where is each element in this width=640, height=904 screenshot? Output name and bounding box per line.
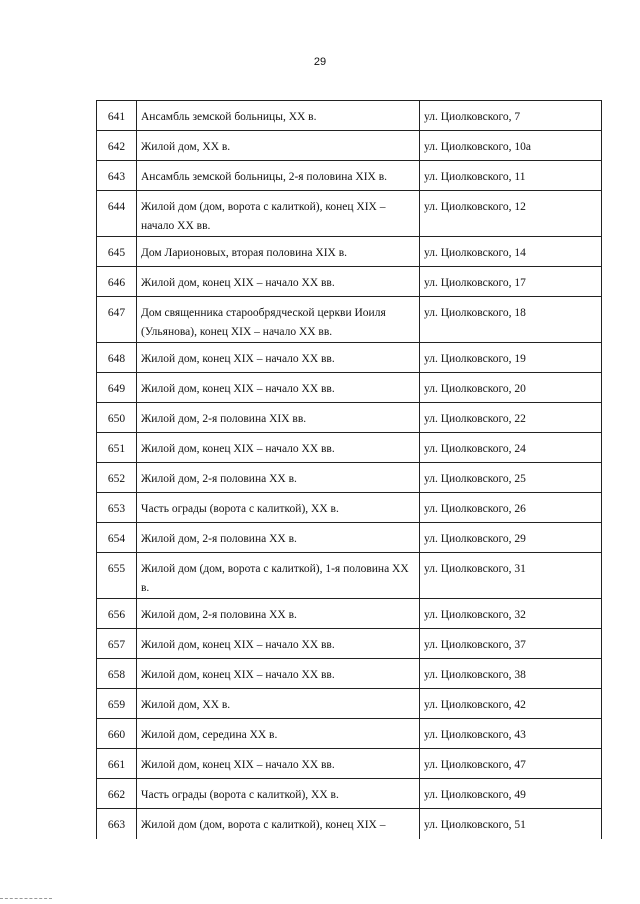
table-row — [97, 719, 602, 749]
table-row — [97, 131, 602, 161]
row-number: 653 — [97, 493, 137, 523]
object-name: Ансамбль земской больницы, XX в. — [137, 101, 420, 131]
row-number: 645 — [97, 237, 137, 267]
object-name: Жилой дом, 2-я половина XX в. — [137, 599, 420, 629]
object-address: ул. Циолковского, 19 — [420, 343, 602, 373]
row-number: 663 — [97, 809, 137, 840]
object-name: Жилой дом, середина XX в. — [137, 719, 420, 749]
table-row — [97, 433, 602, 463]
table-row — [97, 493, 602, 523]
object-name: Жилой дом, конец XIX – начало XX вв. — [137, 373, 420, 403]
object-name: Жилой дом, конец XIX – начало XX вв. — [137, 659, 420, 689]
object-name: Жилой дом, конец XIX – начало XX вв. — [137, 267, 420, 297]
object-name: Жилой дом, 2-я половина XX в. — [137, 463, 420, 493]
row-number: 642 — [97, 131, 137, 161]
object-name: Жилой дом, конец XIX – начало XX вв. — [137, 749, 420, 779]
table-row — [97, 749, 602, 779]
object-address: ул. Циолковского, 25 — [420, 463, 602, 493]
row-number: 641 — [97, 101, 137, 131]
object-address: ул. Циолковского, 29 — [420, 523, 602, 553]
row-number: 658 — [97, 659, 137, 689]
row-number: 649 — [97, 373, 137, 403]
row-number: 656 — [97, 599, 137, 629]
object-name: Жилой дом (дом, ворота с калиткой), конец XIX – — [137, 809, 420, 840]
object-name: Жилой дом (дом, ворота с калиткой), 1-я половина XX в. — [137, 553, 420, 599]
row-number: 657 — [97, 629, 137, 659]
object-address: ул. Циолковского, 43 — [420, 719, 602, 749]
table-row — [97, 101, 602, 131]
row-number: 662 — [97, 779, 137, 809]
table-row — [97, 523, 602, 553]
object-address: ул. Циолковского, 51 — [420, 809, 602, 840]
table-row — [97, 599, 602, 629]
page-number: 29 — [313, 56, 327, 68]
object-name: Жилой дом, конец XIX – начало XX вв. — [137, 343, 420, 373]
object-name: Жилой дом, 2-я половина XIX вв. — [137, 403, 420, 433]
row-number: 655 — [97, 553, 137, 599]
table-row — [97, 553, 602, 599]
object-address: ул. Циолковского, 31 — [420, 553, 602, 599]
object-name: Дом Ларионовых, вторая половина XIX в. — [137, 237, 420, 267]
object-address: ул. Циолковского, 14 — [420, 237, 602, 267]
row-number: 652 — [97, 463, 137, 493]
object-address: ул. Циолковского, 17 — [420, 267, 602, 297]
object-name: Жилой дом, XX в. — [137, 131, 420, 161]
object-name: Ансамбль земской больницы, 2-я половина XIX в. — [137, 161, 420, 191]
row-number: 660 — [97, 719, 137, 749]
table-row — [97, 779, 602, 809]
object-name: Жилой дом, 2-я половина XX в. — [137, 523, 420, 553]
heritage-objects-table — [96, 100, 602, 839]
table-row — [97, 689, 602, 719]
object-address: ул. Циолковского, 47 — [420, 749, 602, 779]
table-row — [97, 373, 602, 403]
table-row — [97, 629, 602, 659]
object-address: ул. Циолковского, 20 — [420, 373, 602, 403]
row-number: 659 — [97, 689, 137, 719]
row-number: 654 — [97, 523, 137, 553]
object-address: ул. Циолковского, 37 — [420, 629, 602, 659]
object-address: ул. Циолковского, 42 — [420, 689, 602, 719]
object-name: Часть ограды (ворота с калиткой), XX в. — [137, 493, 420, 523]
table-row — [97, 191, 602, 237]
table-row — [97, 161, 602, 191]
object-address: ул. Циолковского, 12 — [420, 191, 602, 237]
table-row — [97, 267, 602, 297]
object-address: ул. Циолковского, 38 — [420, 659, 602, 689]
table-row — [97, 463, 602, 493]
table-row — [97, 297, 602, 343]
object-address: ул. Циолковского, 10а — [420, 131, 602, 161]
object-name: Дом священника старообрядческой церкви Иоиля (Ульянова), конец XIX – начало XX вв. — [137, 297, 420, 343]
row-number: 646 — [97, 267, 137, 297]
row-number: 644 — [97, 191, 137, 237]
row-number: 651 — [97, 433, 137, 463]
object-address: ул. Циолковского, 32 — [420, 599, 602, 629]
row-number: 650 — [97, 403, 137, 433]
object-name: Жилой дом (дом, ворота с калиткой), конец XIX – начало XX вв. — [137, 191, 420, 237]
table-row — [97, 403, 602, 433]
object-name: Жилой дом, конец XIX – начало XX вв. — [137, 629, 420, 659]
object-address: ул. Циолковского, 7 — [420, 101, 602, 131]
object-name: Жилой дом, XX в. — [137, 689, 420, 719]
object-address: ул. Циолковского, 18 — [420, 297, 602, 343]
object-address: ул. Циолковского, 11 — [420, 161, 602, 191]
object-name: Жилой дом, конец XIX – начало XX вв. — [137, 433, 420, 463]
object-address: ул. Циолковского, 22 — [420, 403, 602, 433]
object-name: Часть ограды (ворота с калиткой), XX в. — [137, 779, 420, 809]
row-number: 643 — [97, 161, 137, 191]
row-number: 647 — [97, 297, 137, 343]
row-number: 648 — [97, 343, 137, 373]
table-row — [97, 237, 602, 267]
object-address: ул. Циолковского, 26 — [420, 493, 602, 523]
table-row — [97, 343, 602, 373]
table-row — [97, 659, 602, 689]
row-number: 661 — [97, 749, 137, 779]
scan-edge-mark — [0, 898, 52, 900]
table-row — [97, 809, 602, 840]
object-address: ул. Циолковского, 24 — [420, 433, 602, 463]
object-address: ул. Циолковского, 49 — [420, 779, 602, 809]
